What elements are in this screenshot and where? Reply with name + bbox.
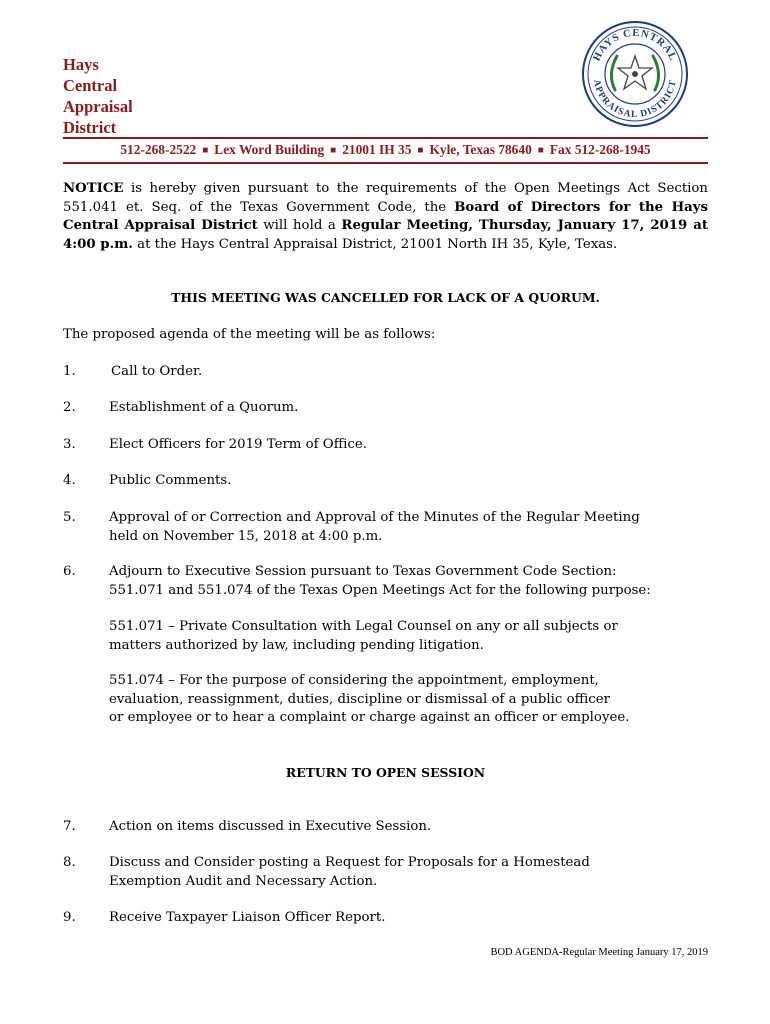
agenda-item-text: Action on items discussed in Executive Session. — [109, 819, 432, 834]
agenda-item-number: 4. — [63, 473, 76, 488]
cancellation-notice: THIS MEETING WAS CANCELLED FOR LACK OF A QUORUM. — [171, 290, 600, 305]
agenda-item-text — [109, 509, 709, 546]
separator-icon: ■ — [537, 145, 544, 156]
organization-name — [63, 54, 243, 138]
purpose-line: or employee or to hear a complaint or charge against an officer or employee. — [109, 710, 630, 725]
notice-keyword: NOTICE — [63, 181, 124, 196]
executive-session-purpose — [109, 618, 709, 655]
agenda-item-number: 3. — [63, 437, 76, 452]
agenda-item-text: Call to Order. — [111, 364, 203, 379]
agenda-item-number: 5. — [63, 510, 76, 525]
contact-phone: 512-268-2522 — [120, 142, 197, 157]
seal-bottom-text: APPRAISAL DISTRICT — [591, 78, 679, 121]
agenda-item-number: 2. — [63, 400, 76, 415]
contact-address: 21001 IH 35 — [342, 142, 412, 157]
agenda-item-line: Approval of or Correction and Approval of the Minutes of the Regular Meeting — [109, 510, 640, 525]
purpose-line: 551.074 – For the purpose of considering the appointment, employment, — [109, 673, 599, 688]
contact-building: Lex Word Building — [214, 142, 325, 157]
agenda-item-text: Public Comments. — [109, 473, 232, 488]
agenda-item-number: 8. — [63, 855, 76, 870]
contact-fax: Fax 512-268-1945 — [549, 142, 651, 157]
notice-text: will hold a — [257, 218, 342, 233]
page-footer: BOD AGENDA-Regular Meeting January 17, 2019 — [490, 947, 708, 958]
executive-session-purpose — [109, 672, 709, 728]
separator-icon: ■ — [417, 145, 424, 156]
purpose-line: matters authorized by law, including pending litigation. — [109, 637, 484, 653]
agenda-item-text — [109, 563, 709, 600]
agenda-item-line: held on November 15, 2018 at 4:00 p.m. — [109, 528, 383, 544]
notice-meeting-date: Regular Meeting, Thursday, January 17, 2019 at 4:00 p.m. — [63, 218, 709, 252]
contact-bar — [63, 140, 708, 162]
agenda-item-number: 1. — [63, 364, 76, 379]
contact-city: Kyle, Texas 78640 — [429, 142, 532, 157]
header-rule-top — [63, 137, 708, 139]
org-line: Appraisal — [63, 97, 133, 116]
purpose-line: 551.071 – Private Consultation with Legal Counsel on any or all subjects or — [109, 619, 618, 634]
agenda-item-line: Discuss and Consider posting a Request for Proposals for a Homestead — [109, 855, 590, 870]
org-line: District — [63, 118, 117, 137]
notice-paragraph — [63, 180, 708, 254]
notice-text: is hereby given pursuant to the requirements of the Open Meetings Act Section 551.041 et. Seq. of the Texas Government Code, the — [63, 181, 708, 215]
district-seal-logo — [581, 20, 689, 128]
purpose-line: evaluation, reassignment, duties, discipline or dismissal of a public officer — [109, 691, 610, 707]
separator-icon: ■ — [330, 145, 337, 156]
org-line: Hays — [63, 55, 99, 74]
seal-top-text: HAYS CENTRAL — [591, 27, 679, 63]
agenda-item-line: 551.071 and 551.074 of the Texas Open Meetings Act for the following purpose: — [109, 582, 651, 598]
agenda-item-number: 7. — [63, 819, 76, 834]
agenda-item-text — [109, 854, 709, 891]
agenda-item-text: Elect Officers for 2019 Term of Office. — [109, 437, 367, 452]
agenda-item-line: Exemption Audit and Necessary Action. — [109, 873, 378, 889]
agenda-item-line: Adjourn to Executive Session pursuant to Texas Government Code Section: — [109, 564, 617, 579]
agenda-item-text: Receive Taxpayer Liaison Officer Report. — [109, 910, 386, 925]
agenda-item-number: 9. — [63, 910, 76, 925]
notice-board-name: Board of Directors for the Hays Central Appraisal District — [63, 199, 708, 233]
open-session-heading: RETURN TO OPEN SESSION — [285, 765, 486, 780]
org-line: Central — [63, 76, 118, 95]
agenda-item-text: Establishment of a Quorum. — [109, 400, 299, 415]
agenda-intro: The proposed agenda of the meeting will be as follows: — [63, 327, 436, 342]
separator-icon: ■ — [202, 145, 209, 156]
notice-text: at the Hays Central Appraisal District, 21001 North IH 35, Kyle, Texas. — [132, 236, 618, 252]
agenda-item-number: 6. — [63, 564, 76, 579]
header-rule-bottom — [63, 162, 708, 164]
